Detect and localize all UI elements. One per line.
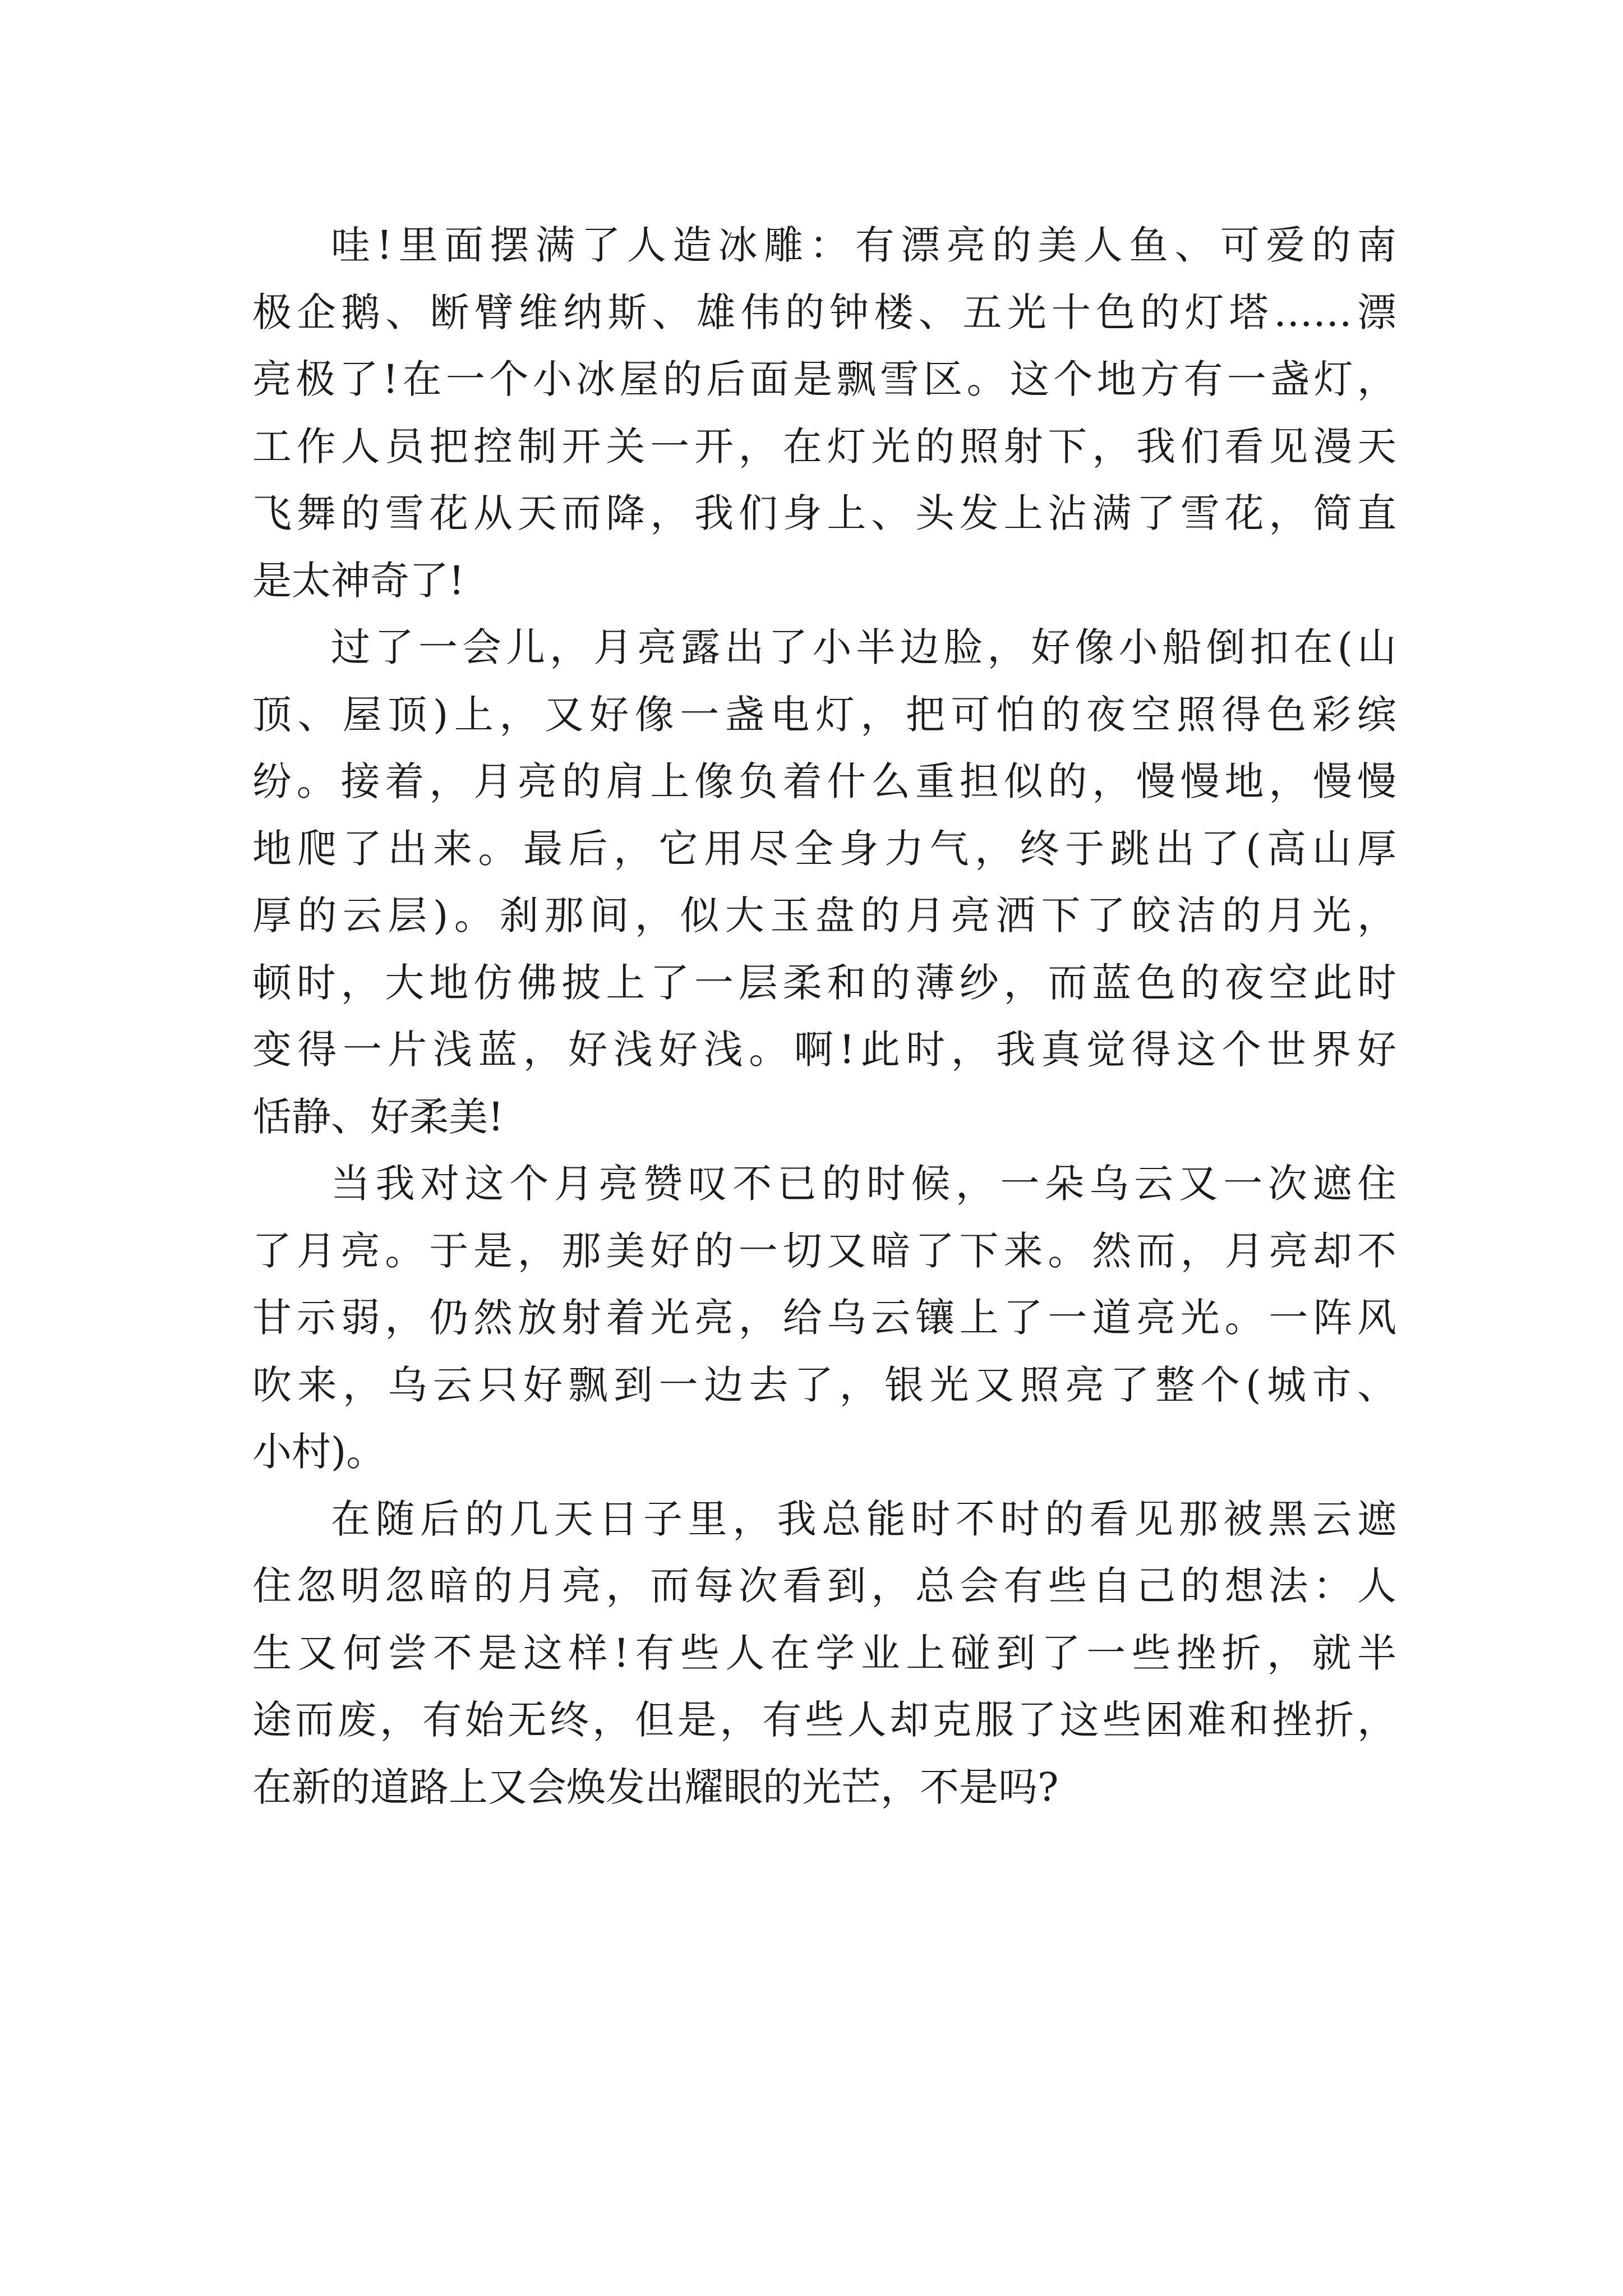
paragraph-line: 在随后的几天日子里，我总能时不时的看见那被黑云遮 [331,1496,1396,1542]
paragraph-line: 当我对这个月亮赞叹不已的时候，一朵乌云又一次遮住 [331,1161,1396,1207]
paragraph-4 [252,1486,1396,1821]
paragraph-line: 了月亮。于是，那美好的一切又暗了下来。然而，月亮却不 [252,1227,1396,1274]
paragraph-1 [252,212,1396,614]
paragraph-line: 吹来，乌云只好飘到一边去了，银光又照亮了整个(城市、 [252,1361,1396,1408]
paragraph-3 [252,1151,1396,1486]
paragraph-line: 是太神奇了! [252,557,465,604]
paragraph-line: 住忽明忽暗的月亮，而每次看到，总会有些自己的想法：人 [252,1563,1396,1609]
paragraph-line: 变得一片浅蓝，好浅好浅。啊!此时，我真觉得这个世界好 [252,1027,1396,1073]
paragraph-line: 甘示弱，仍然放射着光亮，给乌云镶上了一道亮光。一阵风 [252,1295,1396,1341]
paragraph-line: 飞舞的雪花从天而降，我们身上、头发上沾满了雪花，简直 [252,490,1396,536]
paragraph-2 [252,614,1396,1151]
paragraph-line: 顿时，大地仿佛披上了一层柔和的薄纱，而蓝色的夜空此时 [252,959,1396,1006]
paragraph-line: 过了一会儿，月亮露出了小半边脸，好像小船倒扣在(山 [331,624,1396,670]
paragraph-line: 极企鹅、断臂维纳斯、雄伟的钟楼、五光十色的灯塔……漂 [252,289,1396,335]
paragraph-line: 哇!里面摆满了人造冰雕：有漂亮的美人鱼、可爱的南 [331,222,1396,268]
paragraph-line: 亮极了!在一个小冰屋的后面是飘雪区。这个地方有一盏灯， [252,356,1396,402]
paragraph-line: 纷。接着，月亮的肩上像负着什么重担似的，慢慢地，慢慢 [252,758,1396,804]
paragraph-line: 工作人员把控制开关一开，在灯光的照射下，我们看见漫天 [252,423,1396,470]
paragraph-line: 地爬了出来。最后，它用尽全身力气，终于跳出了(高山厚 [252,825,1396,872]
paragraph-line: 在新的道路上又会焕发出耀眼的光芒，不是吗? [252,1764,1059,1810]
paragraph-line: 恬静、好柔美! [252,1093,504,1140]
paragraph-line: 厚的云层)。刹那间，似大玉盘的月亮洒下了皎洁的月光， [252,892,1396,938]
paragraph-line: 生又何尝不是这样!有些人在学业上碰到了一些挫折，就半 [252,1630,1396,1676]
paragraph-line: 顶、屋顶)上，又好像一盏电灯，把可怕的夜空照得色彩缤 [252,691,1396,738]
paragraph-line: 途而废，有始无终，但是，有些人却克服了这些困难和挫折， [252,1697,1396,1743]
paragraph-line: 小村)。 [252,1429,386,1475]
document-body [252,212,1396,1821]
